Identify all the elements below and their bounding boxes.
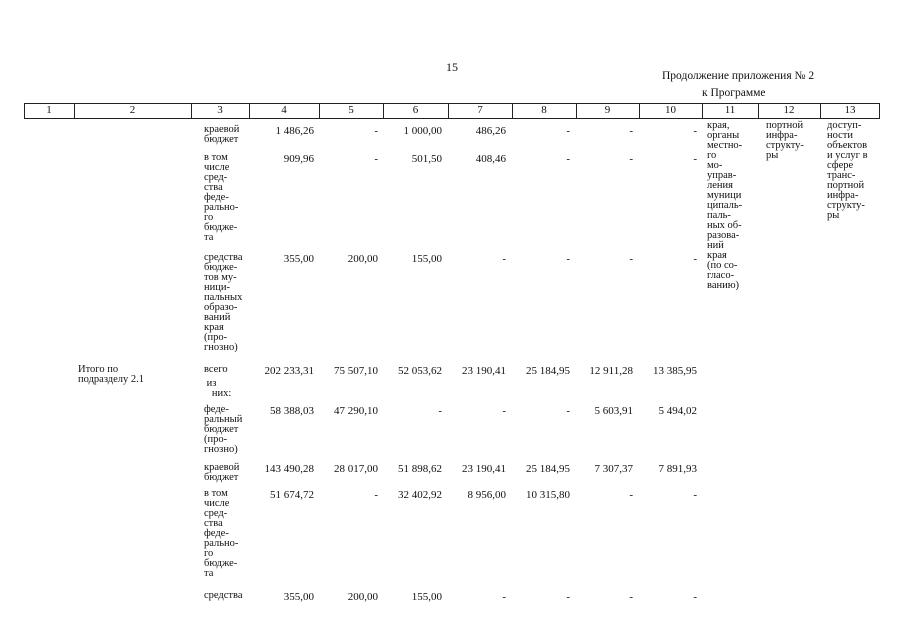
value-c7: - <box>502 591 506 603</box>
value-c7: 23 190,41 <box>462 463 506 475</box>
page-number: 15 <box>446 60 458 74</box>
value-c10: - <box>693 153 697 165</box>
value-c6: - <box>438 405 442 417</box>
value-c9: 7 307,37 <box>594 463 633 475</box>
value-c9: - <box>629 125 633 137</box>
value-c10: - <box>693 591 697 603</box>
value-c6: 32 402,92 <box>398 489 442 501</box>
value-c5: - <box>374 489 378 501</box>
column-number-7: 7 <box>477 104 483 116</box>
column-number-2: 2 <box>129 104 136 116</box>
value-c5: 75 507,10 <box>334 365 378 377</box>
value-c4: 51 674,72 <box>270 489 314 501</box>
value-c6: 52 053,62 <box>398 365 442 377</box>
row-label-col3: средства <box>204 590 243 601</box>
value-c6: 501,50 <box>411 153 442 165</box>
row-label-col3: из них: <box>206 378 232 399</box>
column-number-12: 12 <box>783 104 795 116</box>
value-c10: 7 891,93 <box>658 463 697 475</box>
row-label-col3: в том числе сред- ства феде- рально- го бюдже- та <box>204 152 239 243</box>
row-label-col3: в том числе сред- ства феде- рально- го бюдже- та <box>204 488 239 579</box>
column-number-9: 9 <box>604 104 611 116</box>
value-c5: 200,00 <box>347 591 378 603</box>
value-c10: - <box>693 489 697 501</box>
value-c8: 10 315,80 <box>526 489 570 501</box>
value-c8: 25 184,95 <box>526 463 570 475</box>
value-c5: - <box>374 125 378 137</box>
value-c7: 23 190,41 <box>462 365 506 377</box>
value-c7: - <box>502 405 506 417</box>
value-c8: 25 184,95 <box>526 365 570 377</box>
value-c4: 909,96 <box>283 153 314 165</box>
col13-text: доступ- ности объектов и услуг в сфере транс- портной инфра- структу- ры <box>827 120 868 221</box>
value-c9: - <box>629 153 633 165</box>
value-c7: 408,46 <box>475 153 506 165</box>
column-number-1: 1 <box>46 104 52 116</box>
value-c4: 58 388,03 <box>270 405 314 417</box>
column-number-4: 4 <box>281 104 287 116</box>
row-label-col3: феде- ральный бюджет (про- гнозно) <box>204 404 243 455</box>
value-c5: 200,00 <box>347 253 378 265</box>
value-c4: 1 486,26 <box>275 125 314 137</box>
value-c7: 486,26 <box>475 125 506 137</box>
column-number-11: 11 <box>724 104 736 116</box>
column-number-5: 5 <box>348 104 354 116</box>
column-number-8: 8 <box>541 104 547 116</box>
value-c4: 202 233,31 <box>264 365 314 377</box>
row-label-col3: краевой бюджет <box>204 124 240 145</box>
value-c5: - <box>374 153 378 165</box>
value-c4: 143 490,28 <box>264 463 314 475</box>
value-c4: 355,00 <box>283 591 314 603</box>
value-c8: - <box>566 591 570 603</box>
col11-text: края, органы местно- го мо- управ- ления муници ципаль- паль- ных об- разова- ний края (по со- гласо- ванию) <box>707 120 743 291</box>
value-c10: - <box>693 253 697 265</box>
value-c9: - <box>629 591 633 603</box>
column-number-10: 10 <box>665 104 676 116</box>
value-c10: - <box>693 125 697 137</box>
continuation-title: Продолжение приложения № 2 <box>662 70 815 82</box>
value-c6: 155,00 <box>411 253 442 265</box>
value-c7: 8 956,00 <box>467 489 506 501</box>
value-c8: - <box>566 253 570 265</box>
value-c9: - <box>629 489 633 501</box>
column-number-6: 6 <box>412 104 419 116</box>
value-c9: 12 911,28 <box>589 365 633 377</box>
value-c9: - <box>629 253 633 265</box>
value-c5: 47 290,10 <box>334 405 378 417</box>
row-label-col2: Итого по подразделу 2.1 <box>78 364 145 385</box>
value-c10: 5 494,02 <box>658 405 697 417</box>
value-c6: 1 000,00 <box>403 125 442 137</box>
continuation-subtitle: к Программе <box>702 87 766 99</box>
row-label-col3: средства бюдже- тов му- ници- пальных образо- ваний края (про- гнозно) <box>204 252 243 353</box>
value-c9: 5 603,91 <box>594 405 633 417</box>
col12-text: портной инфра- структу- ры <box>766 120 804 161</box>
row-label-col3: краевой бюджет <box>204 462 240 483</box>
value-c5: 28 017,00 <box>334 463 378 475</box>
column-number-13: 13 <box>844 104 856 116</box>
value-c6: 51 898,62 <box>398 463 442 475</box>
value-c10: 13 385,95 <box>653 365 697 377</box>
value-c6: 155,00 <box>411 591 442 603</box>
row-label-col3: всего <box>204 364 228 375</box>
value-c8: - <box>566 405 570 417</box>
value-c4: 355,00 <box>283 253 314 265</box>
value-c8: - <box>566 153 570 165</box>
value-c7: - <box>502 253 506 265</box>
column-number-3: 3 <box>217 104 223 116</box>
value-c8: - <box>566 125 570 137</box>
